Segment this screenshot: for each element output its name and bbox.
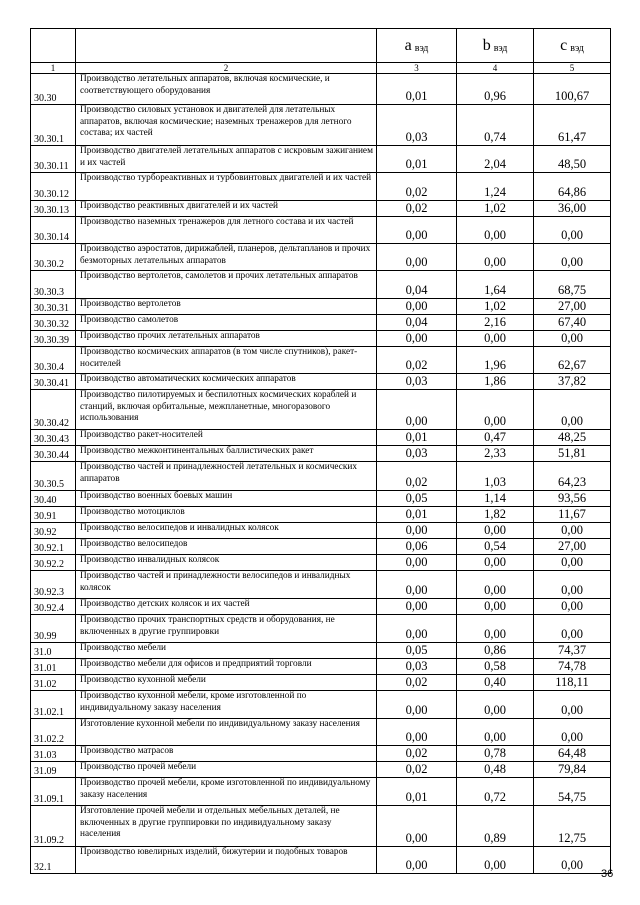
row-a-value: 0,03 <box>377 374 457 390</box>
table-row <box>31 555 611 571</box>
row-c-value: 0,00 <box>534 555 611 571</box>
row-name: Изготовление прочей мебели и отдельных мебельных деталей, не включенных в другие группировки по индивидуальному заказу населения <box>76 806 377 847</box>
row-name: Производство вертолетов <box>76 299 377 315</box>
row-b-value: 1,03 <box>457 462 534 491</box>
table-row <box>31 217 611 244</box>
row-code: 31.01 <box>31 659 76 675</box>
row-name: Производство мебели <box>76 643 377 659</box>
row-name: Производство прочей мебели, кроме изготовленной по индивидуальному заказу населения <box>76 778 377 806</box>
row-name: Производство аэростатов, дирижаблей, планеров, дельтапланов и прочих безмоторных летательных аппаратов <box>76 244 377 271</box>
header-c-sub: вэд <box>570 42 584 54</box>
table-row <box>31 643 611 659</box>
row-c-value: 67,40 <box>534 315 611 331</box>
header-cell-a <box>377 29 457 63</box>
row-c-value: 0,00 <box>534 691 611 719</box>
row-b-value: 0,86 <box>457 643 534 659</box>
row-code: 31.0 <box>31 643 76 659</box>
row-a-value: 0,00 <box>377 599 457 615</box>
row-b-value: 0,00 <box>457 719 534 746</box>
table-row <box>31 659 611 675</box>
row-c-value: 62,67 <box>534 347 611 374</box>
row-code: 30.30.31 <box>31 299 76 315</box>
row-name: Производство реактивных двигателей и их частей <box>76 201 377 217</box>
table-row <box>31 719 611 746</box>
row-c-value: 0,00 <box>534 331 611 347</box>
row-a-value: 0,01 <box>377 507 457 523</box>
row-c-value: 64,48 <box>534 746 611 762</box>
row-c-value: 64,23 <box>534 462 611 491</box>
header-c-base: c <box>560 36 568 54</box>
row-b-value: 0,00 <box>457 615 534 643</box>
row-c-value: 48,50 <box>534 146 611 173</box>
row-a-value: 0,03 <box>377 446 457 462</box>
header-b-base: b <box>482 36 491 54</box>
row-a-value: 0,00 <box>377 847 457 874</box>
row-a-value: 0,02 <box>377 201 457 217</box>
table-row <box>31 74 611 105</box>
table-row <box>31 390 611 430</box>
row-code: 30.92.4 <box>31 599 76 615</box>
row-name: Производство летательных аппаратов, включая космические, и соответствующего оборудования <box>76 74 377 105</box>
row-a-value: 0,06 <box>377 539 457 555</box>
row-code: 30.30.43 <box>31 430 76 446</box>
table-row <box>31 271 611 299</box>
row-name: Производство турбореактивных и турбовинтовых двигателей и их частей <box>76 173 377 201</box>
row-a-value: 0,05 <box>377 491 457 507</box>
row-b-value: 1,14 <box>457 491 534 507</box>
row-code: 30.30.2 <box>31 244 76 271</box>
table-row <box>31 430 611 446</box>
row-name: Производство велосипедов и инвалидных колясок <box>76 523 377 539</box>
row-name: Производство инвалидных колясок <box>76 555 377 571</box>
row-b-value: 1,82 <box>457 507 534 523</box>
row-a-value: 0,00 <box>377 555 457 571</box>
row-a-value: 0,03 <box>377 105 457 146</box>
table-row <box>31 299 611 315</box>
row-name: Производство ракет-носителей <box>76 430 377 446</box>
table-row <box>31 244 611 271</box>
table-row <box>31 462 611 491</box>
table-row <box>31 599 611 615</box>
row-a-value: 0,02 <box>377 173 457 201</box>
row-name: Производство межконтинентальных баллистических ракет <box>76 446 377 462</box>
column-index-4: 4 <box>457 63 534 74</box>
row-b-value: 0,00 <box>457 217 534 244</box>
row-c-value: 79,84 <box>534 762 611 778</box>
row-a-value: 0,01 <box>377 74 457 105</box>
table-row <box>31 105 611 146</box>
row-b-value: 0,47 <box>457 430 534 446</box>
row-code: 30.30.42 <box>31 390 76 430</box>
row-code: 30.30 <box>31 74 76 105</box>
table-row <box>31 201 611 217</box>
row-b-value: 0,00 <box>457 691 534 719</box>
row-b-value: 1,64 <box>457 271 534 299</box>
row-c-value: 0,00 <box>534 244 611 271</box>
table-row <box>31 806 611 847</box>
row-code: 31.02 <box>31 675 76 691</box>
row-c-value: 51,81 <box>534 446 611 462</box>
row-code: 30.30.39 <box>31 331 76 347</box>
table-row <box>31 675 611 691</box>
column-index-5: 5 <box>534 63 611 74</box>
row-a-value: 0,00 <box>377 244 457 271</box>
row-code: 31.09.2 <box>31 806 76 847</box>
row-name: Производство кухонной мебели <box>76 675 377 691</box>
row-b-value: 0,78 <box>457 746 534 762</box>
header-cell-code <box>31 29 76 63</box>
row-b-value: 0,72 <box>457 778 534 806</box>
header-cell-b <box>457 29 534 63</box>
row-c-value: 0,00 <box>534 719 611 746</box>
row-c-value: 93,56 <box>534 491 611 507</box>
row-code: 30.91 <box>31 507 76 523</box>
row-name: Производство военных боевых машин <box>76 491 377 507</box>
row-c-value: 12,75 <box>534 806 611 847</box>
row-name: Производство детских колясок и их частей <box>76 599 377 615</box>
row-code: 30.40 <box>31 491 76 507</box>
row-a-value: 0,02 <box>377 462 457 491</box>
table-row <box>31 173 611 201</box>
row-b-value: 0,00 <box>457 523 534 539</box>
row-a-value: 0,00 <box>377 217 457 244</box>
row-name: Производство мебели для офисов и предприятий торговли <box>76 659 377 675</box>
table-row <box>31 146 611 173</box>
row-c-value: 36,00 <box>534 201 611 217</box>
header-a-sub: вэд <box>414 42 429 54</box>
header-a-base: a <box>404 36 412 54</box>
table-row <box>31 691 611 719</box>
row-c-value: 118,11 <box>534 675 611 691</box>
row-b-value: 0,96 <box>457 74 534 105</box>
row-c-value: 64,86 <box>534 173 611 201</box>
row-code: 30.92.1 <box>31 539 76 555</box>
row-a-value: 0,00 <box>377 523 457 539</box>
row-c-value: 0,00 <box>534 390 611 430</box>
row-a-value: 0,00 <box>377 299 457 315</box>
row-code: 30.30.44 <box>31 446 76 462</box>
header-cell-name <box>76 29 377 63</box>
row-b-value: 0,40 <box>457 675 534 691</box>
row-c-value: 11,67 <box>534 507 611 523</box>
row-code: 30.92 <box>31 523 76 539</box>
row-c-value: 0,00 <box>534 615 611 643</box>
row-name: Производство автоматических космических аппаратов <box>76 374 377 390</box>
row-a-value: 0,00 <box>377 719 457 746</box>
row-c-value: 54,75 <box>534 778 611 806</box>
row-name: Производство прочих транспортных средств и оборудования, не включенных в другие группировки <box>76 615 377 643</box>
row-c-value: 100,67 <box>534 74 611 105</box>
row-a-value: 0,01 <box>377 430 457 446</box>
row-a-value: 0,04 <box>377 315 457 331</box>
table-row <box>31 762 611 778</box>
row-c-value: 74,78 <box>534 659 611 675</box>
row-code: 30.92.3 <box>31 571 76 599</box>
row-a-value: 0,03 <box>377 659 457 675</box>
header-b-sub: вэд <box>493 42 508 54</box>
row-c-value: 0,00 <box>534 217 611 244</box>
row-b-value: 0,00 <box>457 390 534 430</box>
row-name: Производство прочей мебели <box>76 762 377 778</box>
row-name: Производство вертолетов, самолетов и прочих летательных аппаратов <box>76 271 377 299</box>
row-code: 32.1 <box>31 847 76 874</box>
row-a-value: 0,01 <box>377 778 457 806</box>
table-row <box>31 331 611 347</box>
row-a-value: 0,00 <box>377 615 457 643</box>
row-code: 30.92.2 <box>31 555 76 571</box>
row-code: 31.02.1 <box>31 691 76 719</box>
row-c-value: 0,00 <box>534 523 611 539</box>
row-b-value: 0,89 <box>457 806 534 847</box>
row-code: 31.02.2 <box>31 719 76 746</box>
row-a-value: 0,00 <box>377 691 457 719</box>
row-code: 30.30.5 <box>31 462 76 491</box>
row-name: Производство кухонной мебели, кроме изготовленной по индивидуальному заказу населения <box>76 691 377 719</box>
row-name: Производство пилотируемых и беспилотных космических кораблей и станций, включая орбитальные, межпланетные, многоразового использования <box>76 390 377 430</box>
row-b-value: 0,54 <box>457 539 534 555</box>
row-name: Производство космических аппаратов (в том числе спутников), ракет-носителей <box>76 347 377 374</box>
row-b-value: 2,33 <box>457 446 534 462</box>
row-name: Производство прочих летательных аппаратов <box>76 331 377 347</box>
row-name: Производство велосипедов <box>76 539 377 555</box>
header-row <box>31 29 611 63</box>
row-name: Производство мотоциклов <box>76 507 377 523</box>
column-index-3: 3 <box>377 63 457 74</box>
row-c-value: 27,00 <box>534 539 611 555</box>
table-body <box>31 29 611 874</box>
row-a-value: 0,00 <box>377 390 457 430</box>
row-b-value: 0,48 <box>457 762 534 778</box>
table-row <box>31 746 611 762</box>
row-a-value: 0,04 <box>377 271 457 299</box>
row-b-value: 0,00 <box>457 331 534 347</box>
row-c-value: 37,82 <box>534 374 611 390</box>
column-index-1: 1 <box>31 63 76 74</box>
row-name: Производство частей и принадлежности велосипедов и инвалидных колясок <box>76 571 377 599</box>
row-b-value: 0,00 <box>457 599 534 615</box>
row-code: 30.30.3 <box>31 271 76 299</box>
row-code: 30.30.4 <box>31 347 76 374</box>
table-row <box>31 315 611 331</box>
row-b-value: 0,00 <box>457 555 534 571</box>
row-name: Производство ювелирных изделий, бижутерии и подобных товаров <box>76 847 377 874</box>
row-name: Производство матрасов <box>76 746 377 762</box>
row-code: 30.30.12 <box>31 173 76 201</box>
row-c-value: 68,75 <box>534 271 611 299</box>
row-b-value: 1,24 <box>457 173 534 201</box>
row-b-value: 0,74 <box>457 105 534 146</box>
row-a-value: 0,00 <box>377 806 457 847</box>
table-row <box>31 539 611 555</box>
table-row <box>31 446 611 462</box>
table-row <box>31 523 611 539</box>
row-b-value: 2,16 <box>457 315 534 331</box>
row-a-value: 0,00 <box>377 571 457 599</box>
row-code: 30.30.11 <box>31 146 76 173</box>
row-c-value: 0,00 <box>534 571 611 599</box>
row-b-value: 1,86 <box>457 374 534 390</box>
row-code: 31.09 <box>31 762 76 778</box>
coefficients-table <box>30 28 611 874</box>
row-a-value: 0,01 <box>377 146 457 173</box>
row-code: 30.30.32 <box>31 315 76 331</box>
row-c-value: 0,00 <box>534 847 611 874</box>
row-c-value: 27,00 <box>534 299 611 315</box>
row-code: 30.30.14 <box>31 217 76 244</box>
row-a-value: 0,02 <box>377 762 457 778</box>
row-a-value: 0,05 <box>377 643 457 659</box>
row-a-value: 0,02 <box>377 746 457 762</box>
row-b-value: 0,58 <box>457 659 534 675</box>
row-b-value: 1,02 <box>457 201 534 217</box>
row-name: Производство частей и принадлежностей летательных и космических аппаратов <box>76 462 377 491</box>
row-b-value: 1,96 <box>457 347 534 374</box>
table-row <box>31 778 611 806</box>
table-row <box>31 491 611 507</box>
table-row <box>31 347 611 374</box>
column-index-2: 2 <box>76 63 377 74</box>
header-cell-c <box>534 29 611 63</box>
row-b-value: 0,00 <box>457 571 534 599</box>
table-row <box>31 374 611 390</box>
column-index-row <box>31 63 611 74</box>
row-b-value: 0,00 <box>457 244 534 271</box>
row-name: Производство силовых установок и двигателей для летательных аппаратов, включая космические; наземных тренажеров для летного состава; их частей <box>76 105 377 146</box>
table-row <box>31 571 611 599</box>
row-name: Изготовление кухонной мебели по индивидуальному заказу населения <box>76 719 377 746</box>
table-row <box>31 507 611 523</box>
table-row <box>31 615 611 643</box>
row-c-value: 74,37 <box>534 643 611 659</box>
row-code: 31.09.1 <box>31 778 76 806</box>
row-a-value: 0,02 <box>377 347 457 374</box>
row-code: 30.99 <box>31 615 76 643</box>
row-code: 31.03 <box>31 746 76 762</box>
row-b-value: 2,04 <box>457 146 534 173</box>
row-b-value: 0,00 <box>457 847 534 874</box>
row-c-value: 61,47 <box>534 105 611 146</box>
row-a-value: 0,02 <box>377 675 457 691</box>
table-row <box>31 847 611 874</box>
row-name: Производство двигателей летательных аппаратов с искровым зажиганием и их частей <box>76 146 377 173</box>
row-code: 30.30.1 <box>31 105 76 146</box>
page-number: 36 <box>601 868 614 880</box>
row-name: Производство наземных тренажеров для летного состава и их частей <box>76 217 377 244</box>
row-b-value: 1,02 <box>457 299 534 315</box>
row-name: Производство самолетов <box>76 315 377 331</box>
row-c-value: 0,00 <box>534 599 611 615</box>
row-c-value: 48,25 <box>534 430 611 446</box>
row-code: 30.30.41 <box>31 374 76 390</box>
row-code: 30.30.13 <box>31 201 76 217</box>
row-a-value: 0,00 <box>377 331 457 347</box>
